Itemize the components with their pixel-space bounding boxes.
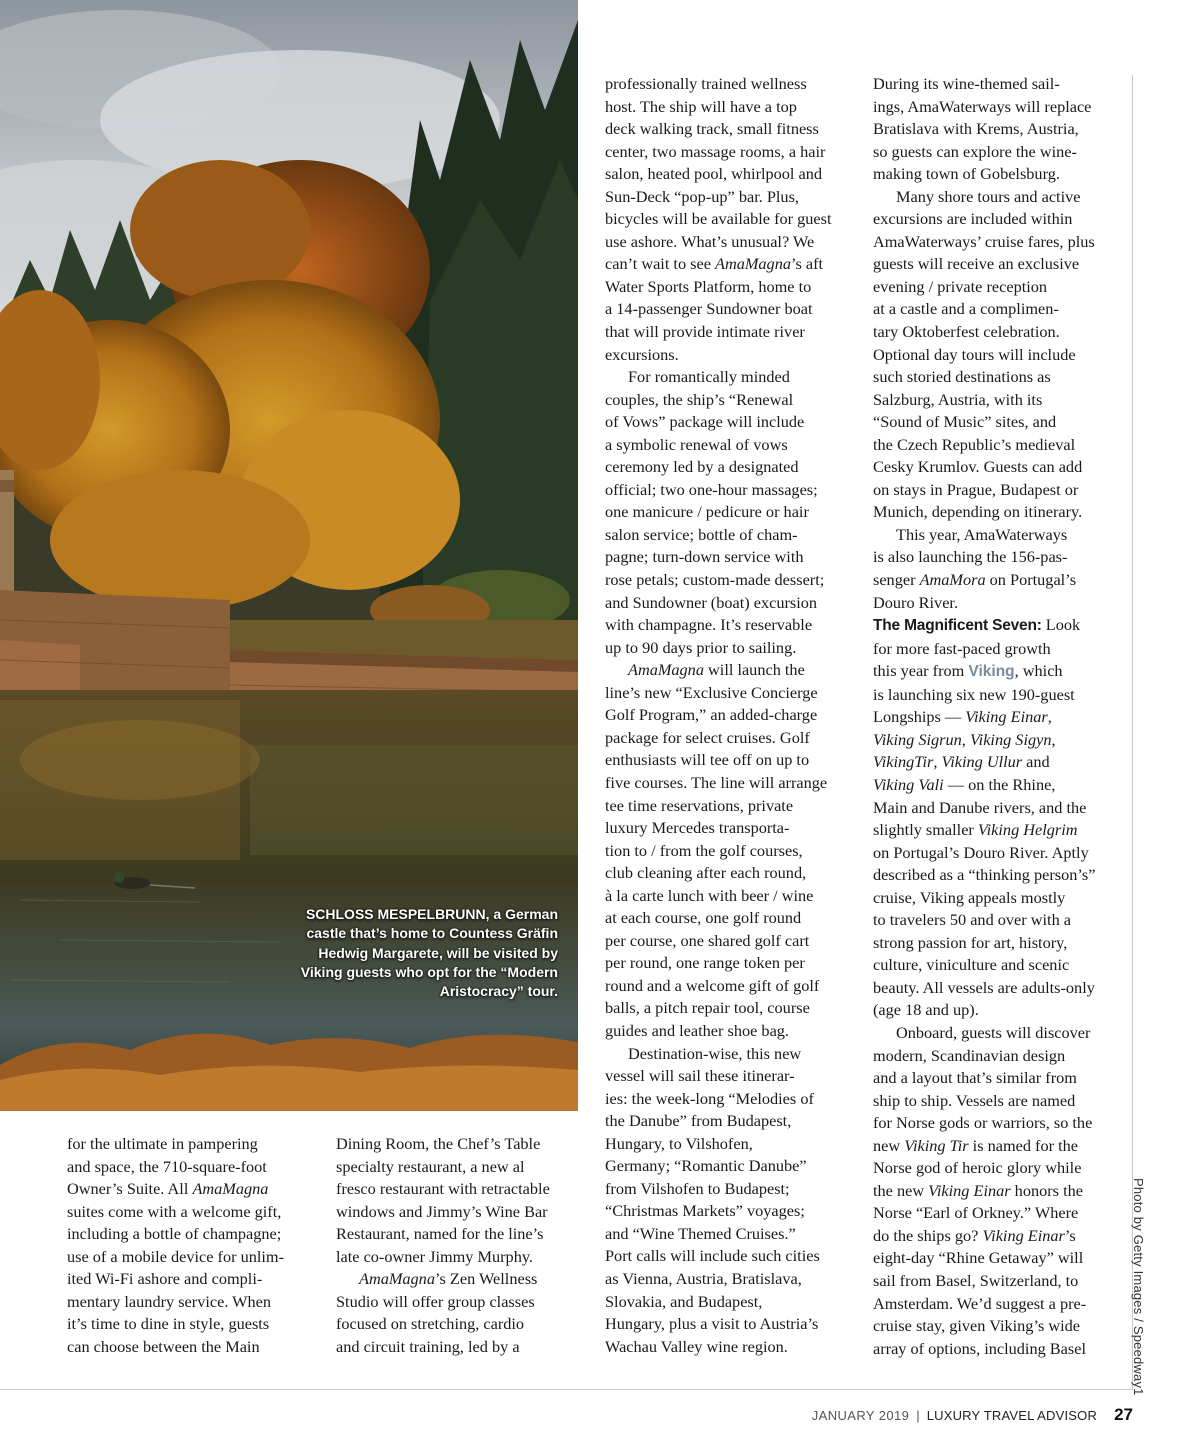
text-line: ings, AmaWaterways will replace — [873, 96, 1092, 116]
text-line: Hungary, plus a visit to Austria’s — [605, 1314, 819, 1334]
ship-name: VikingTir — [873, 752, 934, 772]
paragraph — [605, 366, 850, 659]
ship-name: AmaMagna — [192, 1179, 269, 1199]
text-line: excursions are included within — [873, 209, 1073, 229]
text-line: per round, one range token per — [605, 953, 805, 973]
text-line: late co-owner Jimmy Murphy. — [336, 1246, 533, 1266]
text-line: mentary laundry service. When — [67, 1291, 272, 1311]
text-line: per course, one shared golf cart — [605, 930, 810, 950]
paragraph — [336, 1291, 581, 1359]
text-line: round and a welcome gift of golf — [605, 975, 820, 995]
ship-name: AmaMora — [919, 570, 986, 590]
text-line: such storied destinations as — [873, 367, 1051, 387]
text-line: strong passion for art, history, — [873, 932, 1068, 952]
paragraph — [873, 614, 1123, 1022]
text-line: Slovakia, and Budapest, — [605, 1291, 763, 1311]
section-subhead: The Magnificent Seven: — [873, 617, 1042, 635]
text-line: luxury Mercedes transporta- — [605, 818, 790, 838]
page-number: 27 — [1114, 1405, 1133, 1424]
text-line: to travelers 50 and over with a — [873, 910, 1072, 930]
text-line: windows and Jimmy’s Wine Bar — [336, 1201, 548, 1221]
text-line: Longships — Viking Einar, — [873, 707, 1052, 727]
text-line: described as a “thinking person’s” — [873, 865, 1096, 885]
text-line: Main and Danube rivers, and the — [873, 797, 1087, 817]
text-line: rose petals; custom-made dessert; — [605, 570, 825, 590]
text-line: with champagne. It’s reservable — [605, 615, 813, 635]
text-line: salon service; bottle of cham- — [605, 524, 798, 544]
brand-viking: Viking — [968, 663, 1015, 681]
photo-credit: Photo by Getty Images / Speedway1 — [1131, 1178, 1146, 1396]
text-line: five courses. The line will arrange — [605, 772, 828, 792]
text-line: for the ultimate in pampering — [67, 1134, 258, 1153]
text-line: and a layout that’s similar from — [873, 1068, 1077, 1088]
ship-name: Viking Tir — [904, 1135, 969, 1155]
article-column-4 — [873, 73, 1123, 1360]
text-line: use ashore. What’s unusual? We — [605, 231, 815, 251]
text-line: ship to ship. Vessels are named — [873, 1090, 1076, 1110]
ship-name: Viking Einar — [965, 707, 1048, 727]
text-line: Studio will offer group classes — [336, 1291, 535, 1311]
article-column-2 — [336, 1133, 581, 1358]
text-line: use of a mobile device for unlim- — [67, 1246, 285, 1266]
text-line: specialty restaurant, a new al — [336, 1156, 525, 1176]
text-line: Douro River. — [873, 592, 959, 612]
text-line: bicycles will be available for guest — [605, 209, 832, 229]
text-line: deck walking track, small fitness — [605, 119, 819, 139]
text-line: Bratislava with Krems, Austria, — [873, 119, 1079, 139]
footer-separator: | — [916, 1407, 920, 1423]
text-line: tary Oktoberfest celebration. — [873, 322, 1060, 342]
text-line: Restaurant, named for the line’s — [336, 1224, 544, 1244]
text-line: enthusiasts will tee off on up to — [605, 750, 810, 770]
text-line: Golf Program,” an added-charge — [605, 705, 818, 725]
text-line: tion to / from the golf courses, — [605, 840, 803, 860]
text-line: a symbolic renewal of vows — [605, 434, 788, 454]
text-line: AmaMagna’s Zen Wellness — [359, 1269, 538, 1289]
text-line: Germany; “Romantic Danube” — [605, 1156, 807, 1176]
text-line: center, two massage rooms, a hair — [605, 141, 826, 161]
page-frame-bottom-rule — [0, 1389, 1133, 1390]
text-line: can’t wait to see AmaMagna’s aft — [605, 254, 824, 274]
text-line: Owner’s Suite. All AmaMagna — [67, 1179, 269, 1199]
text-line: on stays in Prague, Budapest or — [873, 479, 1079, 499]
issue-date: JANUARY 2019 — [811, 1407, 910, 1423]
text-line: Amsterdam. We’d suggest a pre- — [873, 1293, 1087, 1313]
ship-name: Viking Ullur — [941, 752, 1023, 772]
caption-body: a German castle that’s home to Countess Gräfin Hedwig Margarete, will be visited by Viking guests who opt for the “Modern Aristocracy” tour. — [300, 906, 558, 1000]
text-line: beauty. All vessels are adults-only — [873, 977, 1095, 997]
text-line: sail from Basel, Switzerland, to — [873, 1270, 1079, 1290]
text-line: and Sundowner (boat) excursion — [605, 592, 818, 612]
text-line: a 14-passenger Sundowner boat — [605, 299, 813, 319]
text-line: new Viking Tir is named for the — [873, 1135, 1079, 1155]
ship-name: AmaMagna — [359, 1269, 435, 1289]
text-line: focused on stretching, cardio — [336, 1314, 525, 1334]
text-line: official; two one-hour massages; — [605, 479, 818, 499]
text-line: professionally trained wellness — [605, 74, 807, 93]
text-line: Sun-Deck “pop-up” bar. Plus, — [605, 186, 799, 206]
text-line: tee time reservations, private — [605, 795, 794, 815]
text-line: modern, Scandinavian design — [873, 1045, 1066, 1065]
text-line: at a castle and a complimen- — [873, 299, 1059, 319]
text-line: the Czech Republic’s medieval — [873, 434, 1076, 454]
text-line: do the ships go? Viking Einar’s — [873, 1225, 1076, 1245]
text-line: excursions. — [605, 344, 679, 364]
paragraph — [605, 73, 850, 366]
ship-name: Viking Sigyn — [969, 729, 1052, 749]
text-line: host. The ship will have a top — [605, 96, 797, 116]
text-line: of Vows” package will include — [605, 412, 805, 432]
text-line: and circuit training, led by a — [336, 1336, 520, 1356]
text-line: Many shore tours and active — [896, 186, 1081, 206]
text-line: for Norse gods or warriors, so the — [873, 1113, 1093, 1133]
text-line: is also launching the 156-pas- — [873, 547, 1068, 567]
text-line: fresco restaurant with retractable — [336, 1179, 550, 1199]
text-line: senger AmaMora on Portugal’s — [873, 570, 1077, 590]
text-line: it’s time to dine in style, guests — [67, 1314, 270, 1334]
text-line: ceremony led by a designated — [605, 457, 799, 477]
text-line: à la carte lunch with beer / wine — [605, 885, 814, 905]
paragraph — [873, 1022, 1123, 1360]
text-line: Destination-wise, this new — [628, 1043, 802, 1063]
text-line: AmaMagna will launch the — [628, 660, 805, 680]
text-line: Hungary, to Vilshofen, — [605, 1133, 753, 1153]
text-line: up to 90 days prior to sailing. — [605, 637, 797, 657]
magazine-name: LUXURY TRAVEL ADVISOR — [926, 1407, 1098, 1423]
ship-name: AmaMagna — [628, 660, 704, 680]
text-line: package for select cruises. Golf — [605, 727, 810, 747]
text-line: that will provide intimate river — [605, 322, 805, 342]
text-line: (age 18 and up). — [873, 1000, 979, 1020]
text-line: The Magnificent Seven: Look — [873, 615, 1081, 635]
ship-name: AmaMagna — [715, 254, 791, 274]
text-line: Wachau Valley wine region. — [605, 1336, 788, 1356]
text-line: Viking Vali — on the Rhine, — [873, 774, 1056, 794]
text-line: array of options, including Basel — [873, 1338, 1086, 1358]
text-line: can choose between the Main — [67, 1336, 260, 1356]
text-line: Cesky Krumlov. Guests can add — [873, 457, 1083, 477]
text-line: Onboard, guests will discover — [896, 1022, 1091, 1042]
page-footer — [812, 1402, 1133, 1428]
article-column-1 — [67, 1133, 312, 1358]
paragraph — [605, 659, 850, 1042]
text-line: Salzburg, Austria, with its — [873, 389, 1043, 409]
text-line: VikingTir, Viking Ullur and — [873, 752, 1050, 772]
text-line: cruise, Viking appeals mostly — [873, 887, 1066, 907]
ship-name: Viking Einar — [928, 1180, 1011, 1200]
text-line: this year from Viking, which — [873, 661, 1063, 681]
article-column-3 — [605, 73, 850, 1358]
paragraph — [873, 524, 1123, 614]
text-line: Norse “Earl of Orkney.” Where — [873, 1203, 1079, 1223]
text-line: culture, viniculture and scenic — [873, 955, 1070, 975]
paragraph — [67, 1133, 312, 1358]
text-line: “Sound of Music” sites, and — [873, 412, 1057, 432]
castle-photo — [0, 0, 578, 1111]
text-line: cruise stay, given Viking’s wide — [873, 1316, 1081, 1336]
text-line: slightly smaller Viking Helgrim — [873, 820, 1078, 840]
text-line: Viking Sigrun, Viking Sigyn, — [873, 729, 1056, 749]
paragraph — [336, 1133, 581, 1268]
text-line: making town of Gobelsburg. — [873, 164, 1060, 184]
text-line: evening / private reception — [873, 276, 1048, 296]
paragraph — [336, 1268, 581, 1291]
text-line: During its wine-themed sail- — [873, 74, 1060, 93]
text-line: “Christmas Markets” voyages; — [605, 1201, 805, 1221]
text-line: at each course, one golf round — [605, 908, 802, 928]
text-line: salon, heated pool, whirlpool and — [605, 164, 823, 184]
text-line: Optional day tours will include — [873, 344, 1076, 364]
text-line: the Danube” from Budapest, — [605, 1111, 792, 1131]
ship-name: Viking Sigrun — [873, 729, 962, 749]
text-line: on Portugal’s Douro River. Aptly — [873, 842, 1089, 862]
text-line: Water Sports Platform, home to — [605, 276, 812, 296]
ship-name: Viking Vali — [873, 774, 944, 794]
text-line: balls, a pitch repair tool, course — [605, 998, 810, 1018]
text-line: For romantically minded — [628, 367, 790, 387]
text-line: Dining Room, the Chef’s Table — [336, 1134, 541, 1153]
text-line: AmaWaterways’ cruise fares, plus — [873, 231, 1095, 251]
photo-caption — [298, 905, 558, 1001]
text-line: for more fast-paced growth — [873, 638, 1051, 658]
caption-lead: SCHLOSS MESPELBRUNN, — [305, 906, 490, 922]
text-line: Norse god of heroic glory while — [873, 1158, 1082, 1178]
text-line: and space, the 710-square-foot — [67, 1156, 267, 1176]
text-line: Port calls will include such cities — [605, 1246, 820, 1266]
paragraph — [873, 186, 1123, 524]
text-line: eight-day “Rhine Getaway” will — [873, 1248, 1084, 1268]
text-line: pagne; turn-down service with — [605, 547, 804, 567]
text-line: line’s new “Exclusive Concierge — [605, 682, 818, 702]
text-line: from Vilshofen to Budapest; — [605, 1178, 790, 1198]
text-line: ies: the week-long “Melodies of — [605, 1088, 814, 1108]
text-line: This year, AmaWaterways — [896, 524, 1068, 544]
text-line: so guests can explore the wine- — [873, 141, 1077, 161]
text-line: is launching six new 190-guest — [873, 684, 1075, 704]
text-line: guests will receive an exclusive — [873, 254, 1080, 274]
text-line: one manicure / pedicure or hair — [605, 502, 809, 522]
text-line: including a bottle of champagne; — [67, 1224, 282, 1244]
paragraph — [873, 73, 1123, 186]
paragraph — [605, 1043, 850, 1359]
text-line: and “Wine Themed Cruises.” — [605, 1223, 796, 1243]
ship-name: Viking Einar — [982, 1225, 1065, 1245]
text-line: suites come with a welcome gift, — [67, 1201, 282, 1221]
ship-name: Viking Helgrim — [977, 820, 1078, 840]
text-line: ited Wi-Fi ashore and compli- — [67, 1269, 263, 1289]
text-line: couples, the ship’s “Renewal — [605, 389, 794, 409]
text-line: club cleaning after each round, — [605, 863, 807, 883]
text-line: guides and leather shoe bag. — [605, 1020, 790, 1040]
text-line: as Vienna, Austria, Bratislava, — [605, 1268, 802, 1288]
text-line: the new Viking Einar honors the — [873, 1180, 1083, 1200]
text-line: Munich, depending on itinerary. — [873, 502, 1083, 522]
text-line: vessel will sail these itinerar- — [605, 1066, 795, 1086]
